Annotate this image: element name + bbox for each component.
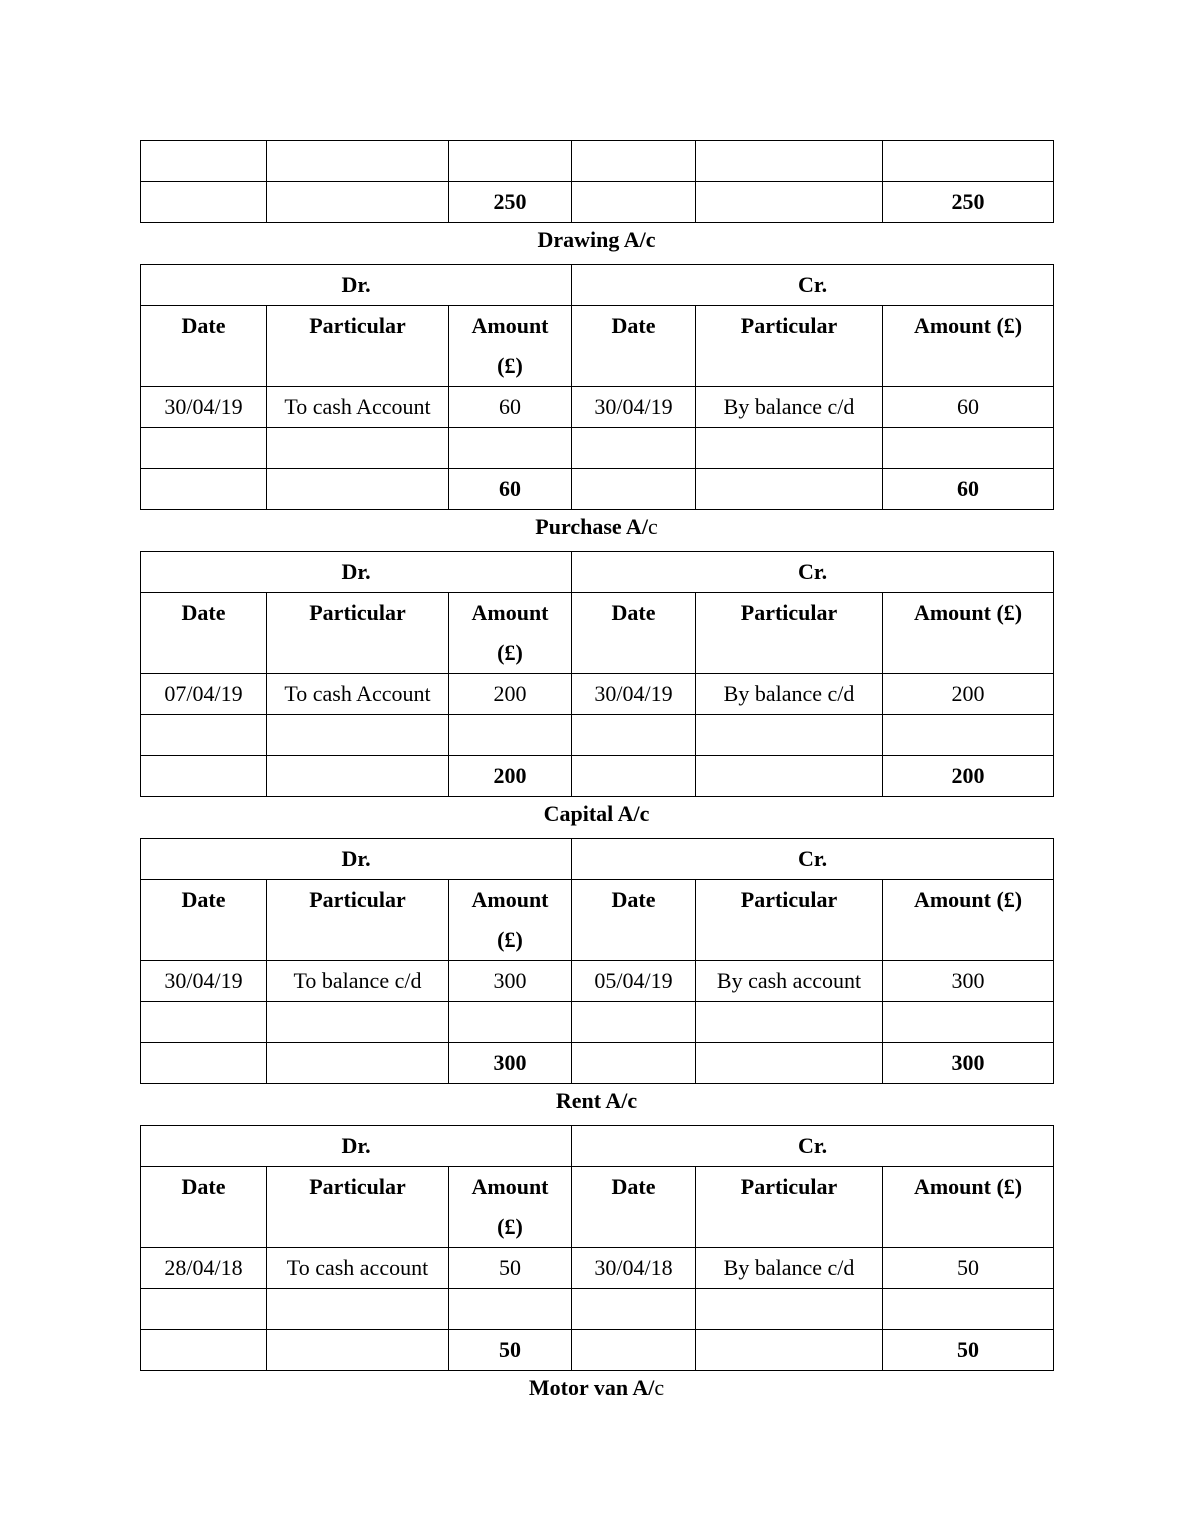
account-title: Rent A/c xyxy=(555,1088,638,1113)
dr-total: 200 xyxy=(449,756,572,797)
col-header-particular: Particular xyxy=(267,593,449,674)
dr-amount: 60 xyxy=(449,387,572,428)
dr-amount: 200 xyxy=(449,674,572,715)
dr-label: Dr. xyxy=(141,1126,572,1167)
cr-particular: By balance c/d xyxy=(696,1248,883,1289)
top-ledger-table xyxy=(140,140,1054,223)
dr-label: Dr. xyxy=(141,552,572,593)
totals-row xyxy=(141,1330,1054,1371)
dr-date: 07/04/19 xyxy=(141,674,267,715)
col-header-date: Date xyxy=(141,306,267,387)
cr-total: 200 xyxy=(883,756,1054,797)
col-header-amount: Amount (£) xyxy=(883,880,1054,961)
account-ledger-table xyxy=(140,551,1054,797)
table-row xyxy=(141,428,1054,469)
dr-label: Dr. xyxy=(141,265,572,306)
col-header-particular: Particular xyxy=(267,1167,449,1248)
cr-particular: By balance c/d xyxy=(696,387,883,428)
header-row xyxy=(141,1167,1054,1248)
cr-total: 250 xyxy=(883,182,1054,223)
account-ledger-table xyxy=(140,264,1054,510)
header-row xyxy=(141,880,1054,961)
cr-label: Cr. xyxy=(572,1126,1054,1167)
dr-total: 300 xyxy=(449,1043,572,1084)
col-header-particular: Particular xyxy=(696,880,883,961)
account-ledger-table xyxy=(140,1125,1054,1371)
table-row xyxy=(141,1002,1054,1043)
table-row xyxy=(141,387,1054,428)
dr-particular: To balance c/d xyxy=(267,961,449,1002)
col-header-amount: Amount (£) xyxy=(883,1167,1054,1248)
cr-amount: 300 xyxy=(883,961,1054,1002)
account-title: Motor van A/c xyxy=(528,1375,665,1400)
header-row xyxy=(141,593,1054,674)
cr-total: 60 xyxy=(883,469,1054,510)
dr-date: 28/04/18 xyxy=(141,1248,267,1289)
dr-particular: To cash account xyxy=(267,1248,449,1289)
col-header-amount: Amount (£) xyxy=(449,1167,572,1248)
account-title: Capital A/c xyxy=(543,801,650,826)
header-row xyxy=(141,306,1054,387)
table-row xyxy=(141,1289,1054,1330)
col-header-date: Date xyxy=(141,593,267,674)
cr-label: Cr. xyxy=(572,265,1054,306)
cr-total: 300 xyxy=(883,1043,1054,1084)
col-header-particular: Particular xyxy=(267,306,449,387)
dr-label: Dr. xyxy=(141,839,572,880)
col-header-date: Date xyxy=(572,880,696,961)
dr-date: 30/04/19 xyxy=(141,961,267,1002)
totals-row xyxy=(141,1043,1054,1084)
table-row xyxy=(141,141,1054,182)
col-header-amount: Amount (£) xyxy=(883,306,1054,387)
cr-amount: 60 xyxy=(883,387,1054,428)
col-header-date: Date xyxy=(572,1167,696,1248)
col-header-amount: Amount (£) xyxy=(883,593,1054,674)
table-row xyxy=(141,1248,1054,1289)
cr-label: Cr. xyxy=(572,839,1054,880)
dr-total: 250 xyxy=(449,182,572,223)
col-header-amount: Amount (£) xyxy=(449,593,572,674)
dr-total: 60 xyxy=(449,469,572,510)
dr-particular: To cash Account xyxy=(267,387,449,428)
dr-date: 30/04/19 xyxy=(141,387,267,428)
col-header-amount: Amount (£) xyxy=(449,880,572,961)
cr-date: 30/04/18 xyxy=(572,1248,696,1289)
totals-row xyxy=(141,182,1054,223)
cr-amount: 50 xyxy=(883,1248,1054,1289)
col-header-particular: Particular xyxy=(696,1167,883,1248)
cr-particular: By balance c/d xyxy=(696,674,883,715)
col-header-date: Date xyxy=(141,1167,267,1248)
col-header-particular: Particular xyxy=(696,593,883,674)
ledger-page xyxy=(140,140,1053,1412)
col-header-date: Date xyxy=(572,593,696,674)
table-row xyxy=(141,674,1054,715)
cr-amount: 200 xyxy=(883,674,1054,715)
cr-label: Cr. xyxy=(572,552,1054,593)
col-header-amount: Amount (£) xyxy=(449,306,572,387)
account-title: Drawing A/c xyxy=(537,227,656,252)
col-header-particular: Particular xyxy=(696,306,883,387)
totals-row xyxy=(141,756,1054,797)
account-ledger-table xyxy=(140,838,1054,1084)
cr-date: 05/04/19 xyxy=(572,961,696,1002)
col-header-particular: Particular xyxy=(267,880,449,961)
dr-amount: 50 xyxy=(449,1248,572,1289)
cr-particular: By cash account xyxy=(696,961,883,1002)
col-header-date: Date xyxy=(572,306,696,387)
account-title: Purchase A/c xyxy=(535,514,658,539)
totals-row xyxy=(141,469,1054,510)
table-row xyxy=(141,715,1054,756)
cr-date: 30/04/19 xyxy=(572,387,696,428)
cr-total: 50 xyxy=(883,1330,1054,1371)
dr-total: 50 xyxy=(449,1330,572,1371)
dr-particular: To cash Account xyxy=(267,674,449,715)
table-row xyxy=(141,961,1054,1002)
dr-amount: 300 xyxy=(449,961,572,1002)
cr-date: 30/04/19 xyxy=(572,674,696,715)
col-header-date: Date xyxy=(141,880,267,961)
